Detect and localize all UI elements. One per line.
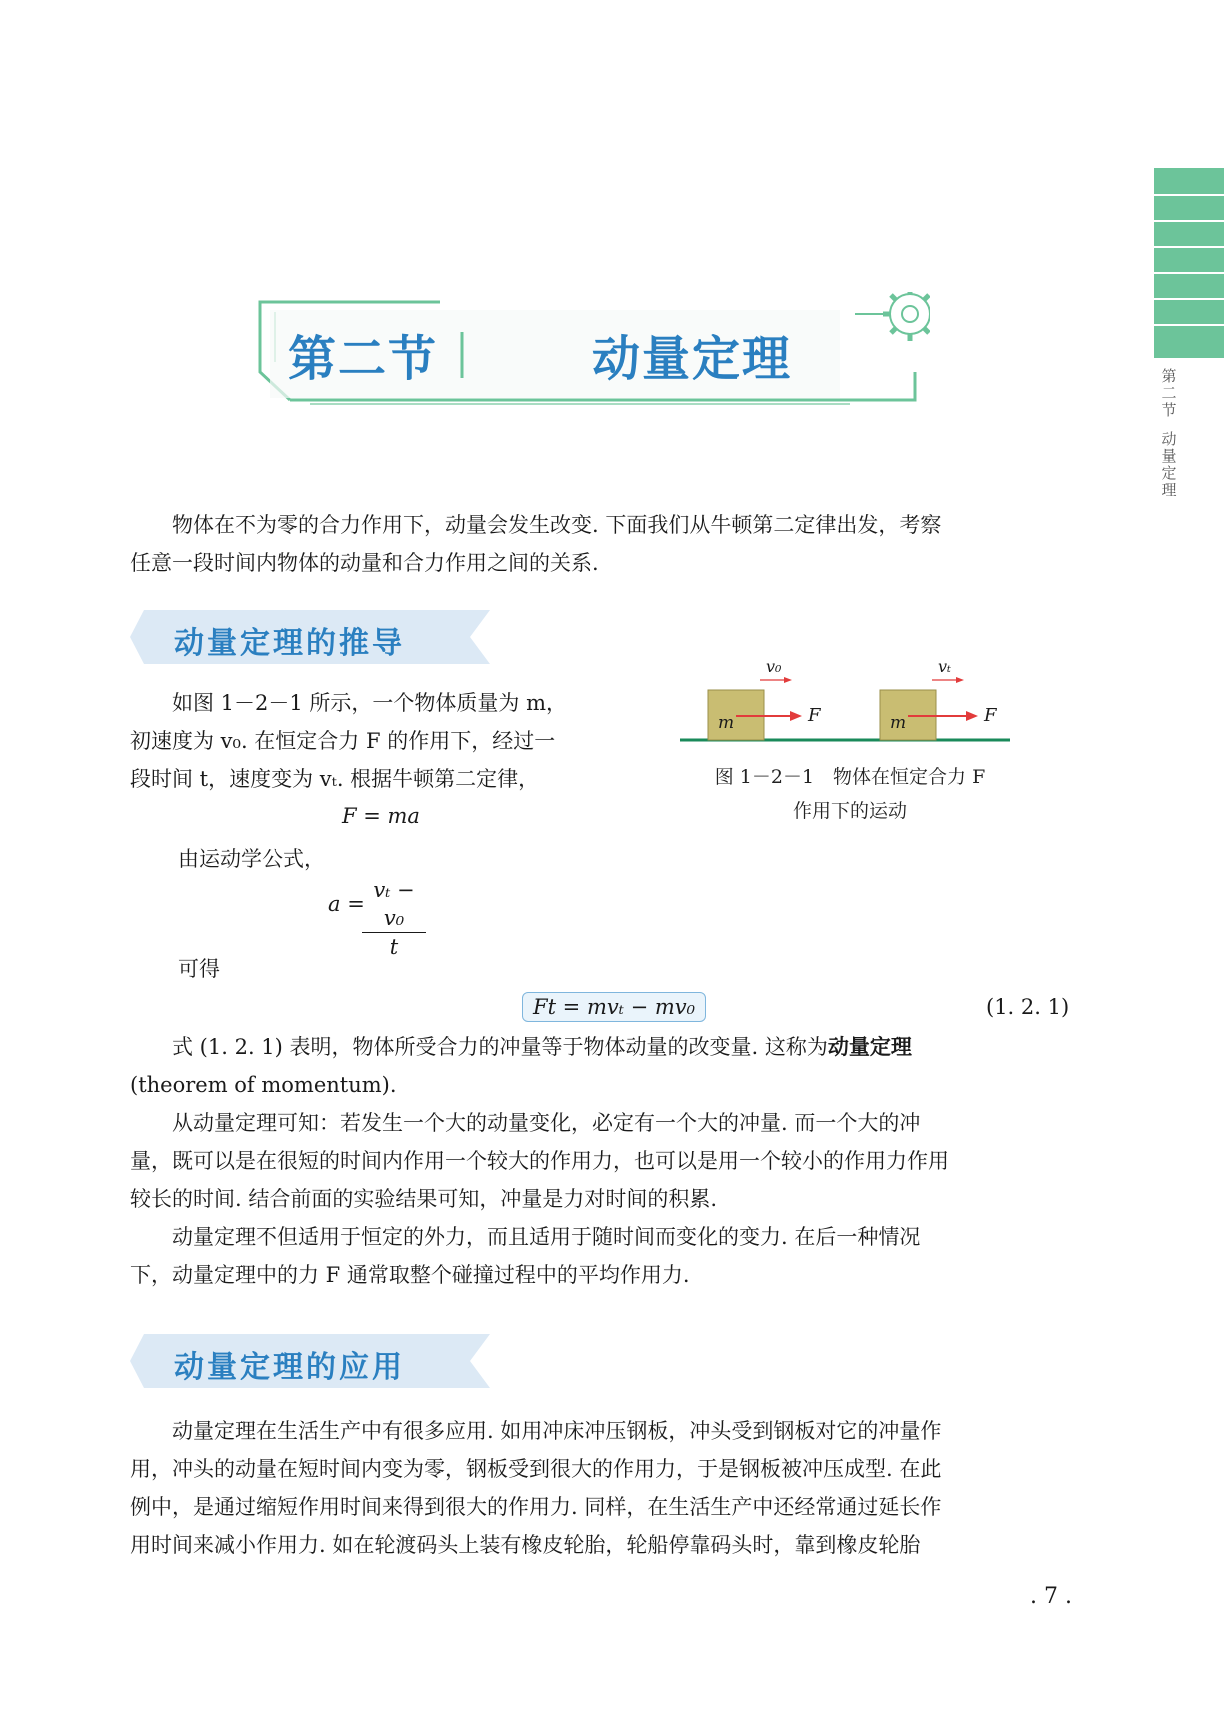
- intro-line: 物体在不为零的合力作用下，动量会发生改变. 下面我们从牛顿第二定律出发，考察: [172, 513, 942, 537]
- text-line: 段时间 t，速度变为 vₜ. 根据牛顿第二定律，: [130, 767, 540, 791]
- equation-newton: F = ma: [342, 804, 420, 828]
- text-line: 量，既可以是在很短的时间内作用一个较大的作用力，也可以是用一个较小的作用力作用: [130, 1149, 949, 1173]
- application-paragraph: [130, 1412, 1070, 1564]
- text-line: 下，动量定理中的力 F 通常取整个碰撞过程中的平均作用力.: [130, 1263, 690, 1287]
- section-topic-title: 动量定理: [592, 331, 793, 387]
- initial-velocity-label: v₀: [766, 658, 782, 676]
- equation-acceleration-lhs: a =: [328, 892, 365, 916]
- text-line: 从动量定理可知：若发生一个大的动量变化，必定有一个大的冲量. 而一个大的冲: [172, 1111, 921, 1135]
- section-heading-text: 动量定理的应用: [174, 1350, 405, 1385]
- caption-line: 图 1－2－1 物体在恒定合力 F: [714, 766, 986, 788]
- caption-line: 作用下的运动: [792, 800, 907, 822]
- section-heading-application: [130, 1334, 490, 1388]
- theorem-statement: [130, 1028, 1070, 1294]
- final-velocity-label: vₜ: [938, 658, 951, 676]
- force-label: F: [984, 705, 997, 726]
- figure-caption: [680, 760, 1020, 828]
- equation-number: (1. 2. 1): [986, 995, 1070, 1019]
- section-number-title: 第二节: [288, 331, 439, 387]
- fraction-denominator: t: [389, 935, 399, 959]
- text-line: 动量定理在生活生产中有很多应用. 如用冲床冲压钢板，冲头受到钢板对它的冲量作: [172, 1419, 942, 1443]
- equation-acceleration-fraction: [362, 876, 426, 961]
- text-line: 初速度为 v₀. 在恒定合力 F 的作用下，经过一: [130, 729, 556, 753]
- chapter-side-tab: [1154, 168, 1224, 358]
- page-number: . 7 .: [1030, 1584, 1072, 1609]
- gear-icon: [883, 292, 930, 341]
- intro-line: 任意一段时间内物体的动量和合力作用之间的关系.: [130, 551, 599, 575]
- text-line: 用，冲头的动量在短时间内变为零，钢板受到很大的作用力，于是钢板被冲压成型. 在此: [130, 1457, 942, 1481]
- text-line: 较长的时间. 结合前面的实验结果可知，冲量是力对时间的积累.: [130, 1187, 718, 1211]
- section-heading-derivation: [130, 610, 490, 664]
- derivation-paragraph: [130, 684, 630, 798]
- kinematics-intro: 由运动学公式，: [178, 847, 325, 871]
- figure-constant-force-motion: [680, 658, 1020, 748]
- result-intro: 可得: [178, 957, 220, 981]
- fraction-numerator: vₜ − v₀: [362, 876, 426, 933]
- text-line: (theorem of momentum).: [130, 1073, 397, 1097]
- text-line: 动量定理不但适用于恒定的外力，而且适用于随时间而变化的变力. 在后一种情况: [172, 1225, 921, 1249]
- theorem-term: 动量定理: [827, 1035, 912, 1059]
- text-run: 式 (1. 2. 1) 表明，物体所受合力的冲量等于物体动量的改变量. 这称为: [172, 1035, 828, 1059]
- mass-label: m: [890, 713, 907, 733]
- equation-momentum-theorem: Ft = mvₜ − mv₀: [522, 992, 706, 1022]
- text-line: 用时间来减小作用力. 如在轮渡码头上装有橡皮轮胎，轮船停靠码头时，靠到橡皮轮胎: [130, 1533, 921, 1557]
- text-line: 例中，是通过缩短作用时间来得到很大的作用力. 同样，在生活生产中还经常通过延长作: [130, 1495, 942, 1519]
- text-line: [130, 1028, 1070, 1066]
- mass-label: m: [718, 713, 735, 733]
- section-heading-text: 动量定理的推导: [174, 626, 405, 661]
- force-label: F: [808, 705, 821, 726]
- side-section-label: 第 二 节 动 量 定 理: [1161, 367, 1177, 499]
- intro-paragraph: [130, 506, 1070, 582]
- text-line: 如图 1－2－1 所示，一个物体质量为 m，: [172, 691, 568, 715]
